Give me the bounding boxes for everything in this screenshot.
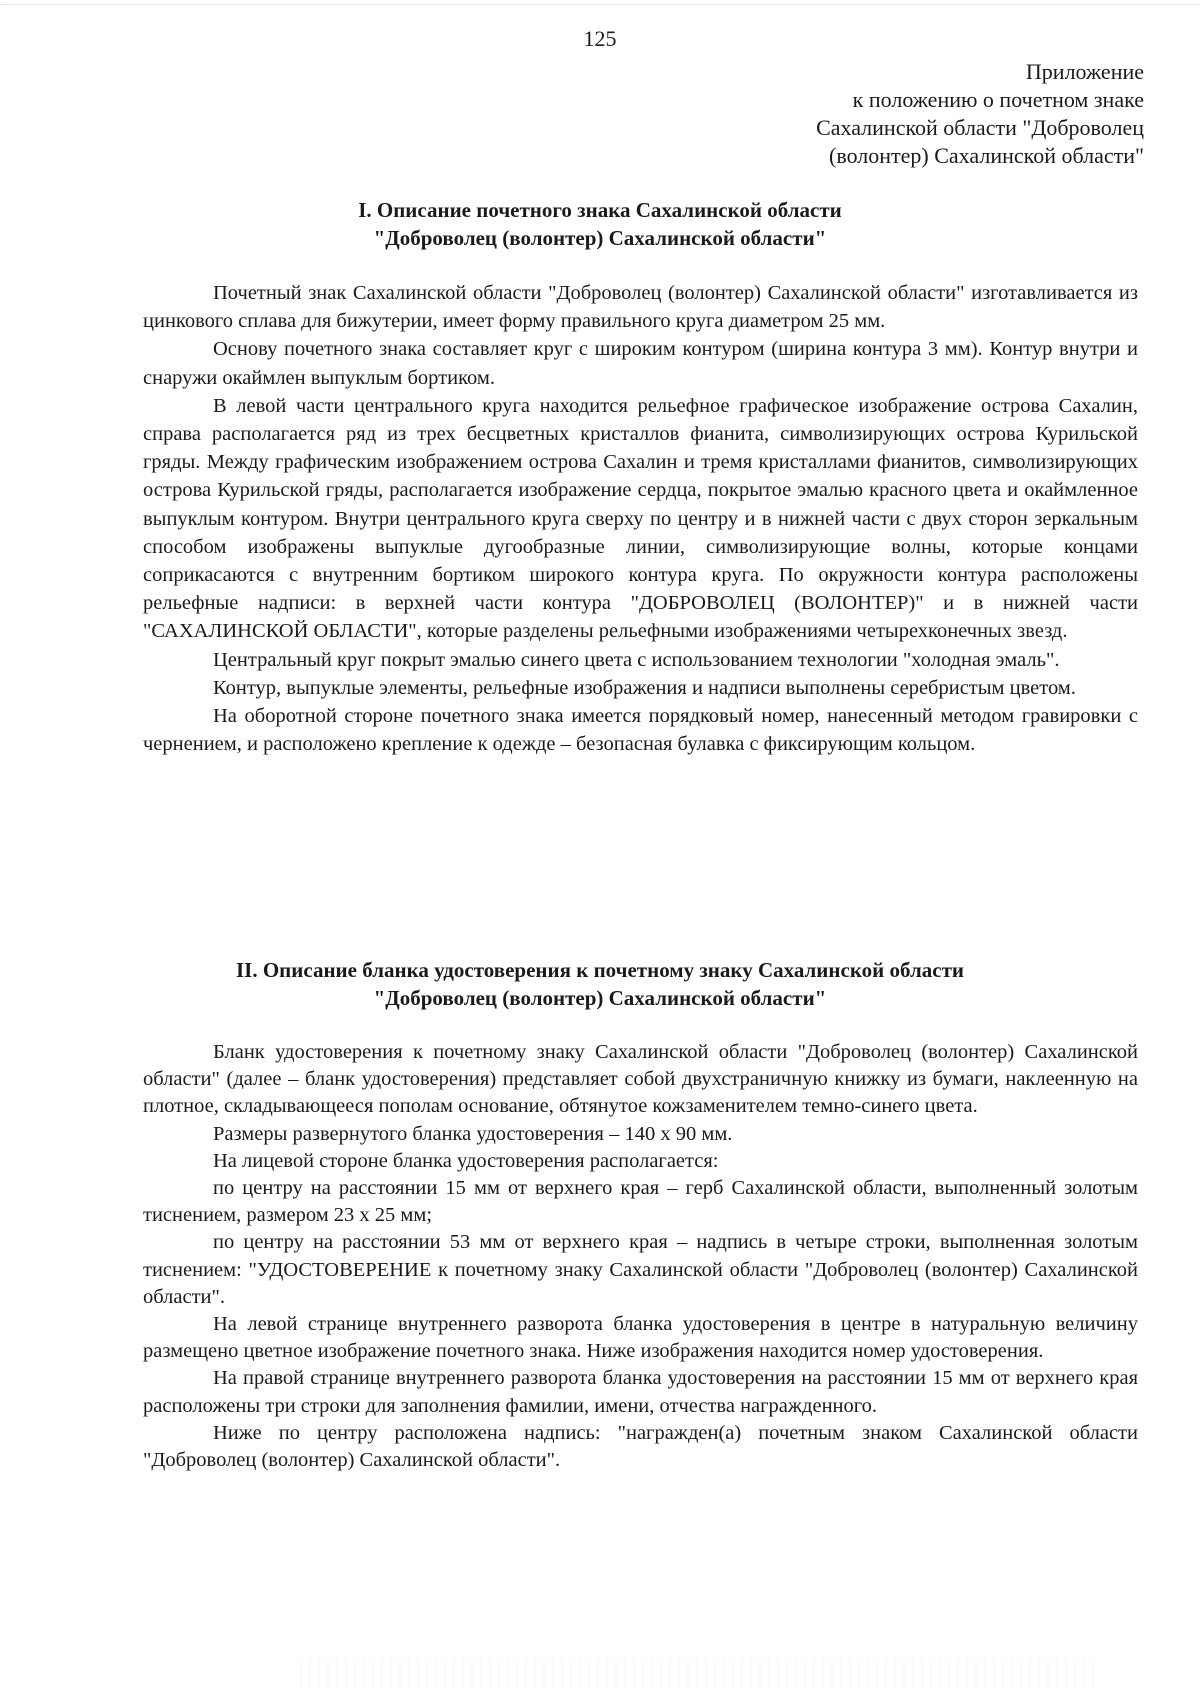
- paragraph: по центру на расстоянии 53 мм от верхнего края – надпись в четыре строки, выполненная золотым тиснением: "УДОСТОВЕРЕНИЕ к почетному знаку Сахалинской области "Доброволец (волонтер) Сахалинской области".: [143, 1231, 1138, 1308]
- section-1-body: [143, 279, 1138, 758]
- paragraph: Основу почетного знака составляет круг с широким контуром (ширина контура 3 мм). Контур внутри и снаружи окаймлен выпуклым бортиком.: [143, 338, 1138, 389]
- section-2-title-line: "Доброволец (волонтер) Сахалинской области": [373, 986, 827, 1010]
- appendix-line: Приложение: [1025, 59, 1144, 84]
- scan-noise-top: [0, 4, 1200, 9]
- appendix-header: [816, 58, 1144, 170]
- paragraph: На оборотной стороне почетного знака имеется порядковый номер, нанесенный методом гравировки с чернением, и расположено крепление к одежде – безопасная булавка с фиксирующим кольцом.: [143, 705, 1138, 756]
- paragraph: На лицевой стороне бланка удостоверения располагается:: [213, 1149, 719, 1172]
- paragraph: по центру на расстоянии 15 мм от верхнего края – герб Сахалинской области, выполненный золотым тиснением, размером 23 х 25 мм;: [143, 1177, 1138, 1227]
- paragraph: Ниже по центру расположена надпись: "награжден(а) почетным знаком Сахалинской области "Доброволец (волонтер) Сахалинской области".: [143, 1421, 1138, 1472]
- section-1-title: [0, 196, 1200, 252]
- paragraph: Контур, выпуклые элементы, рельефные изображения и надписи выполнены серебристым цветом.: [213, 676, 1076, 699]
- paragraph: Размеры развернутого бланка удостоверения – 140 х 90 мм.: [213, 1122, 733, 1145]
- appendix-line: (волонтер) Сахалинской области": [829, 143, 1144, 168]
- paragraph: На правой странице внутреннего разворота бланка удостоверения на расстоянии 15 мм от верхнего края расположены три строки для заполнения фамилии, имени, отчества награжденного.: [143, 1367, 1138, 1417]
- section-1-title-line: "Доброволец (волонтер) Сахалинской области": [373, 226, 827, 250]
- section-2-title: [0, 956, 1200, 1012]
- paragraph: Почетный знак Сахалинской области "Доброволец (волонтер) Сахалинской области" изготавливается из цинкового сплава для бижутерии, имеет форму правильного круга диаметром 25 мм.: [143, 282, 1138, 333]
- section-2-title-line: II. Описание бланка удостоверения к почетному знаку Сахалинской области: [236, 958, 964, 982]
- paragraph: Центральный круг покрыт эмалью синего цвета с использованием технологии "холодная эмаль".: [213, 648, 1060, 671]
- scan-noise-bottom: [300, 1658, 1100, 1688]
- appendix-line: Сахалинской области "Доброволец: [816, 115, 1144, 140]
- paragraph: На левой странице внутреннего разворота бланка удостоверения в центре в натуральную величину размещено цветное изображение почетного знака. Ниже изображения находится номер удостоверения.: [143, 1313, 1138, 1363]
- paragraph: Бланк удостоверения к почетному знаку Сахалинской области "Доброволец (волонтер) Сахалинской области" (далее – бланк удостоверения) представляет собой двухстраничную книжку из бумаги, наклеенную на плотное, складывающееся пополам основание, обтянутое кожзаменителем темно-синего цвета.: [143, 1041, 1138, 1118]
- appendix-line: к положению о почетном знаке: [852, 87, 1144, 112]
- page-number: 125: [583, 26, 617, 51]
- section-1-title-line: I. Описание почетного знака Сахалинской области: [358, 198, 842, 222]
- paragraph: В левой части центрального круга находится рельефное графическое изображение острова Сахалин, справа располагается ряд из трех бесцветных кристаллов фианита, символизирующих острова Курильской гряды. Между графическим изображением острова Сахалин и тремя кристаллами фианитов, символизирующих острова Курильской гряды, располагается изображение сердца, покрытое эмалью красного цвета и окаймленное выпуклым контуром. Внутри центрального круга сверху по центру и в нижней части с двух сторон зеркальным способом изображены выпуклые дугообразные линии, символизирующие волны, которые концами соприкасаются с внутренним бортиком широкого контура круга. По окружности контура расположены рельефные надписи: в верхней части контура "ДОБРОВОЛЕЦ (ВОЛОНТЕР)" и в нижней части "САХАЛИНСКОЙ ОБЛАСТИ", которые разделены рельефными изображениями четырехконечных звезд.: [143, 394, 1138, 643]
- section-2-body: [143, 1039, 1138, 1474]
